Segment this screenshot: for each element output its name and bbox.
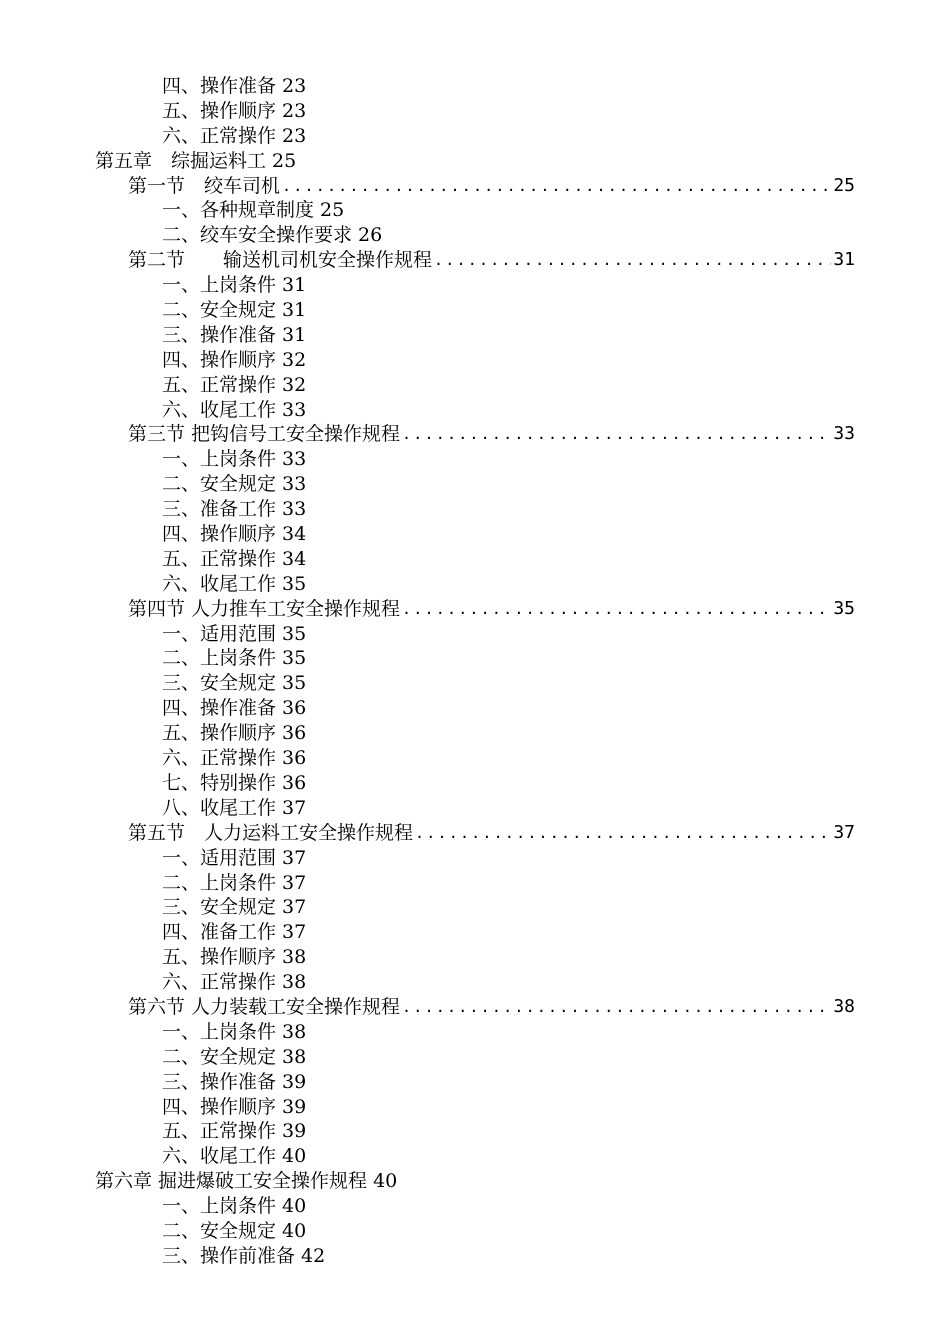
toc-item-entry[interactable]: 三、安全规定 35 (162, 672, 307, 695)
table-of-contents (0, 74, 950, 1269)
toc-item-entry[interactable]: 六、正常操作 23 (162, 124, 307, 147)
toc-item-entry[interactable]: 一、上岗条件 38 (162, 1020, 307, 1043)
toc-item-entry[interactable]: 一、适用范围 35 (162, 622, 307, 645)
toc-item-entry[interactable]: 七、特别操作 36 (162, 771, 307, 794)
toc-chapter-entry[interactable]: 第六章 掘进爆破工安全操作规程 40 (95, 1170, 398, 1193)
toc-item-entry[interactable]: 一、上岗条件 33 (162, 448, 307, 471)
toc-section-entry[interactable] (0, 422, 855, 447)
toc-dot-leader (432, 248, 831, 273)
toc-item-entry[interactable]: 二、安全规定 33 (162, 473, 307, 496)
toc-dot-leader (400, 995, 831, 1020)
toc-item-entry[interactable]: 二、安全规定 38 (162, 1045, 307, 1068)
toc-item-entry[interactable]: 五、操作顺序 36 (162, 722, 307, 745)
toc-page-number: 35 (833, 597, 855, 619)
toc-section-entry[interactable] (0, 597, 855, 622)
toc-item-entry[interactable]: 二、安全规定 40 (162, 1219, 307, 1242)
toc-item-entry[interactable]: 四、准备工作 37 (162, 921, 307, 944)
toc-section-title: 第四节 人力推车工安全操作规程 (128, 597, 401, 620)
toc-item-entry[interactable]: 三、操作准备 39 (162, 1070, 307, 1093)
toc-item-entry[interactable]: 二、上岗条件 37 (162, 871, 307, 894)
toc-section-entry[interactable] (0, 248, 855, 273)
toc-section-entry[interactable] (0, 995, 855, 1020)
toc-page-number: 33 (833, 423, 855, 445)
toc-item-entry[interactable]: 五、正常操作 39 (162, 1120, 307, 1143)
toc-item-entry[interactable]: 二、安全规定 31 (162, 299, 307, 322)
toc-dot-leader (400, 597, 831, 622)
toc-item-entry[interactable]: 五、操作顺序 38 (162, 946, 307, 969)
toc-section-title: 第二节 输送机司机安全操作规程 (128, 249, 433, 272)
toc-item-entry[interactable]: 四、操作顺序 34 (162, 523, 307, 546)
toc-dot-leader (400, 422, 831, 447)
toc-item-entry[interactable]: 二、绞车安全操作要求 26 (162, 224, 383, 247)
toc-item-entry[interactable]: 四、操作顺序 39 (162, 1095, 307, 1118)
toc-chapter-entry[interactable]: 第五章 综掘运料工 25 (95, 149, 297, 172)
toc-section-title: 第五节 人力运料工安全操作规程 (128, 821, 414, 844)
toc-item-entry[interactable]: 三、安全规定 37 (162, 896, 307, 919)
toc-page-number: 31 (833, 249, 855, 271)
toc-item-entry[interactable]: 五、正常操作 32 (162, 373, 307, 396)
toc-item-entry[interactable]: 三、准备工作 33 (162, 498, 307, 521)
toc-page-number: 25 (833, 174, 855, 196)
toc-section-entry[interactable] (0, 821, 855, 846)
toc-item-entry[interactable]: 一、上岗条件 31 (162, 274, 307, 297)
toc-item-entry[interactable]: 四、操作顺序 32 (162, 348, 307, 371)
toc-item-entry[interactable]: 一、各种规章制度 25 (162, 199, 345, 222)
toc-item-entry[interactable]: 六、正常操作 38 (162, 971, 307, 994)
toc-dot-leader (280, 174, 831, 199)
toc-item-entry[interactable]: 六、收尾工作 33 (162, 398, 307, 421)
toc-section-title: 第一节 绞车司机 (128, 174, 281, 197)
toc-section-entry[interactable] (0, 174, 855, 199)
toc-section-title: 第六节 人力装载工安全操作规程 (128, 995, 401, 1018)
toc-item-entry[interactable]: 三、操作前准备 42 (162, 1244, 326, 1267)
toc-item-entry[interactable]: 六、正常操作 36 (162, 747, 307, 770)
toc-page-number: 38 (833, 995, 855, 1017)
toc-item-entry[interactable]: 三、操作准备 31 (162, 323, 307, 346)
toc-item-entry[interactable]: 六、收尾工作 40 (162, 1145, 307, 1168)
toc-item-entry[interactable]: 五、正常操作 34 (162, 547, 307, 570)
toc-item-entry[interactable]: 四、操作准备 36 (162, 697, 307, 720)
toc-item-entry[interactable]: 二、上岗条件 35 (162, 647, 307, 670)
toc-section-title: 第三节 把钩信号工安全操作规程 (128, 423, 401, 446)
toc-page-number: 37 (833, 821, 855, 843)
toc-item-entry[interactable]: 六、收尾工作 35 (162, 572, 307, 595)
toc-item-entry[interactable]: 八、收尾工作 37 (162, 796, 307, 819)
toc-dot-leader (413, 821, 831, 846)
toc-item-entry[interactable]: 一、上岗条件 40 (162, 1195, 307, 1218)
toc-item-entry[interactable]: 四、操作准备 23 (162, 75, 307, 97)
toc-item-entry[interactable]: 五、操作顺序 23 (162, 99, 307, 122)
toc-item-entry[interactable]: 一、适用范围 37 (162, 846, 307, 869)
